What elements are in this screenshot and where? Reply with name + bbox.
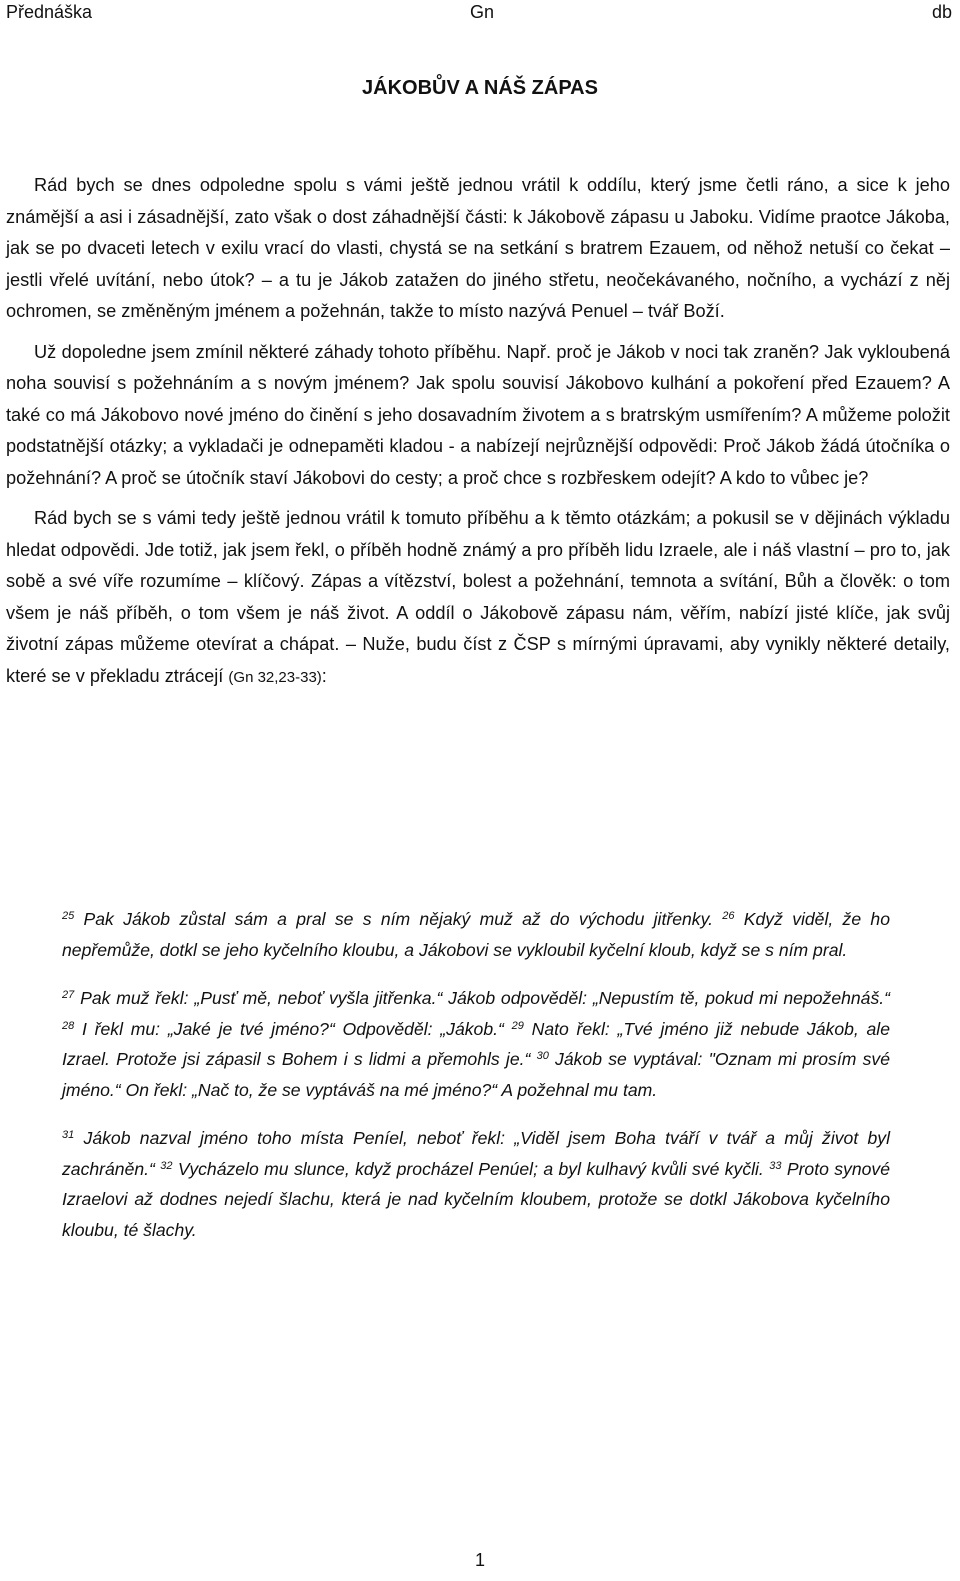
paragraph-1: Rád bych se dnes odpoledne spolu s vámi ještě jednou vrátil k oddílu, který jsme četli ráno, a sice k jeho známější a asi i zásadnější, zato však o dost záhadnější části: k Jákobově zápasu u Jaboku. Vidíme praotce Jákoba, jak se po dvaceti letech v exilu vrací do vlasti, chystá se na setkání s bratrem Ezauem, od něhož netuší co čekat – jestli vřelé uvítání, nebo útok? – a tu je Jákob zatažen do jiného střetu, neočekávaného, nočního, a vychází z něj ochromen, se změněným jménem a požehnán, takže to místo nazývá Penuel – tvář Boží. [6,175,950,321]
verse-text: Proto synové Izraelovi až dodnes nejedí šlachu, která je nad kyčelním kloubem, protože se dotkl Jákobova kyčelního kloubu, té šlachy. [62,1158,891,1240]
verse-number: 32 [160,1159,173,1172]
paragraph-2: Už dopoledne jsem zmínil některé záhady tohoto příběhu. Např. proč je Jákob v noci tak zraněn? Jak vykloubená noha souvisí s požehnáním a s novým jménem? Jak spolu souvisí Jákobovo kulhání a pokoření před Ezauem? A také co má Jákobovo nové jméno do činění s jeho dosavadním životem a s bratrským usmířením? A můžeme položit podstatnější otázky; a vykladači je odnepaměti kladou - a nabízejí nejrůznější odpovědi: Proč Jákob žádá útočníka o požehnání? A proč se útočník staví Jákobovi do cesty; a proč chce s rozbřeskem odejít? A kdo to vůbec je? [6,341,950,488]
quote-paragraph-3 [62,1123,890,1245]
verse-number: 31 [62,1128,75,1141]
verse-text: Vycházelo mu slunce, když procházel Penúel; a byl kulhavý kvůli své kyčli. [172,1158,770,1179]
verse-text: Nato řekl: „Tvé jméno již nebude Jákob, ale Izrael. Protože jsi zápasil s Bohem i s lidmi a přemohls je.“ [62,1018,890,1069]
page-header [6,0,952,28]
verse-number: 33 [769,1159,782,1172]
quote-paragraph-1 [62,904,890,965]
header-left-label: Přednáška [6,2,93,22]
verse-number: 26 [722,909,735,922]
verse-text: Pak muž řekl: „Pusť mě, neboť vyšla jitřenka.“ Jákob odpověděl: „Nepustím tě, pokud mi nepožehnáš.“ [74,988,890,1008]
page-title: JÁKOBŮV A NÁŠ ZÁPAS [362,77,598,99]
verse-number: 28 [62,1019,75,1032]
verse-text: Jákob nazval jméno toho místa Peníel, neboť řekl: „Viděl jsem Boha tváří v tvář a můj život byl zachráněn.“ [62,1128,890,1179]
verse-number: 27 [62,988,75,1001]
verse-text: Když viděl, že ho nepřemůže, dotkl se jeho kyčelního kloubu, a Jákobovi se vykloubil kyčelní kloub, když se s ním pral. [62,909,890,960]
verse-number: 29 [511,1019,524,1032]
verse-text: I řekl mu: „Jaké je tvé jméno?“ Odpověděl: „Jákob.“ [74,1018,512,1039]
paragraph-3-text: Rád bych se s vámi tedy ještě jednou vrátil k tomuto příběhu a k těmto otázkám; a pokusil se v dějinách výkladu hledat odpovědi. Jde totiž, jak jsem řekl, o příběh hodně známý a pro příběh lidu Izraele, ale i náš vlastní – pro to, jak sobě a své víře rozumíme – klíčový. Zápas a vítězství, bolest a požehnání, temnota a svítání, Bůh a člověk: o tom všem je náš příběh, o tom všem je náš život. A oddíl o Jákobově zápasu nám, věřím, nabízí jisté klíče, jak svůj životní zápas můžeme otevírat a chápat. – Nuže, budu číst z ČSP s mírnými úpravami, aby vynikly některé detaily, které se v překladu ztrácejí [6,508,950,686]
paragraph-3 [6,503,950,693]
header-right-label: db [931,2,952,22]
scripture-reference: (Gn 32,23-33) [228,668,322,686]
body-text [6,170,950,693]
header-center-label: Gn [470,2,495,22]
verse-text: Pak Jákob zůstal sám a pral se s ním nějaký muž až do východu jitřenky. [74,909,723,929]
verse-text: Jákob se vyptával: "Oznam mi prosím své jméno.“ On řekl: „Nač to, že se vyptáváš na mé jméno?“ A požehnal mu tam. [62,1049,890,1100]
scripture-quote [62,904,890,1245]
verse-number: 25 [62,909,75,922]
verse-number: 30 [536,1049,549,1062]
quote-paragraph-2 [62,983,890,1105]
paragraph-3-colon: : [321,665,327,686]
page-number: 1 [474,1550,485,1570]
